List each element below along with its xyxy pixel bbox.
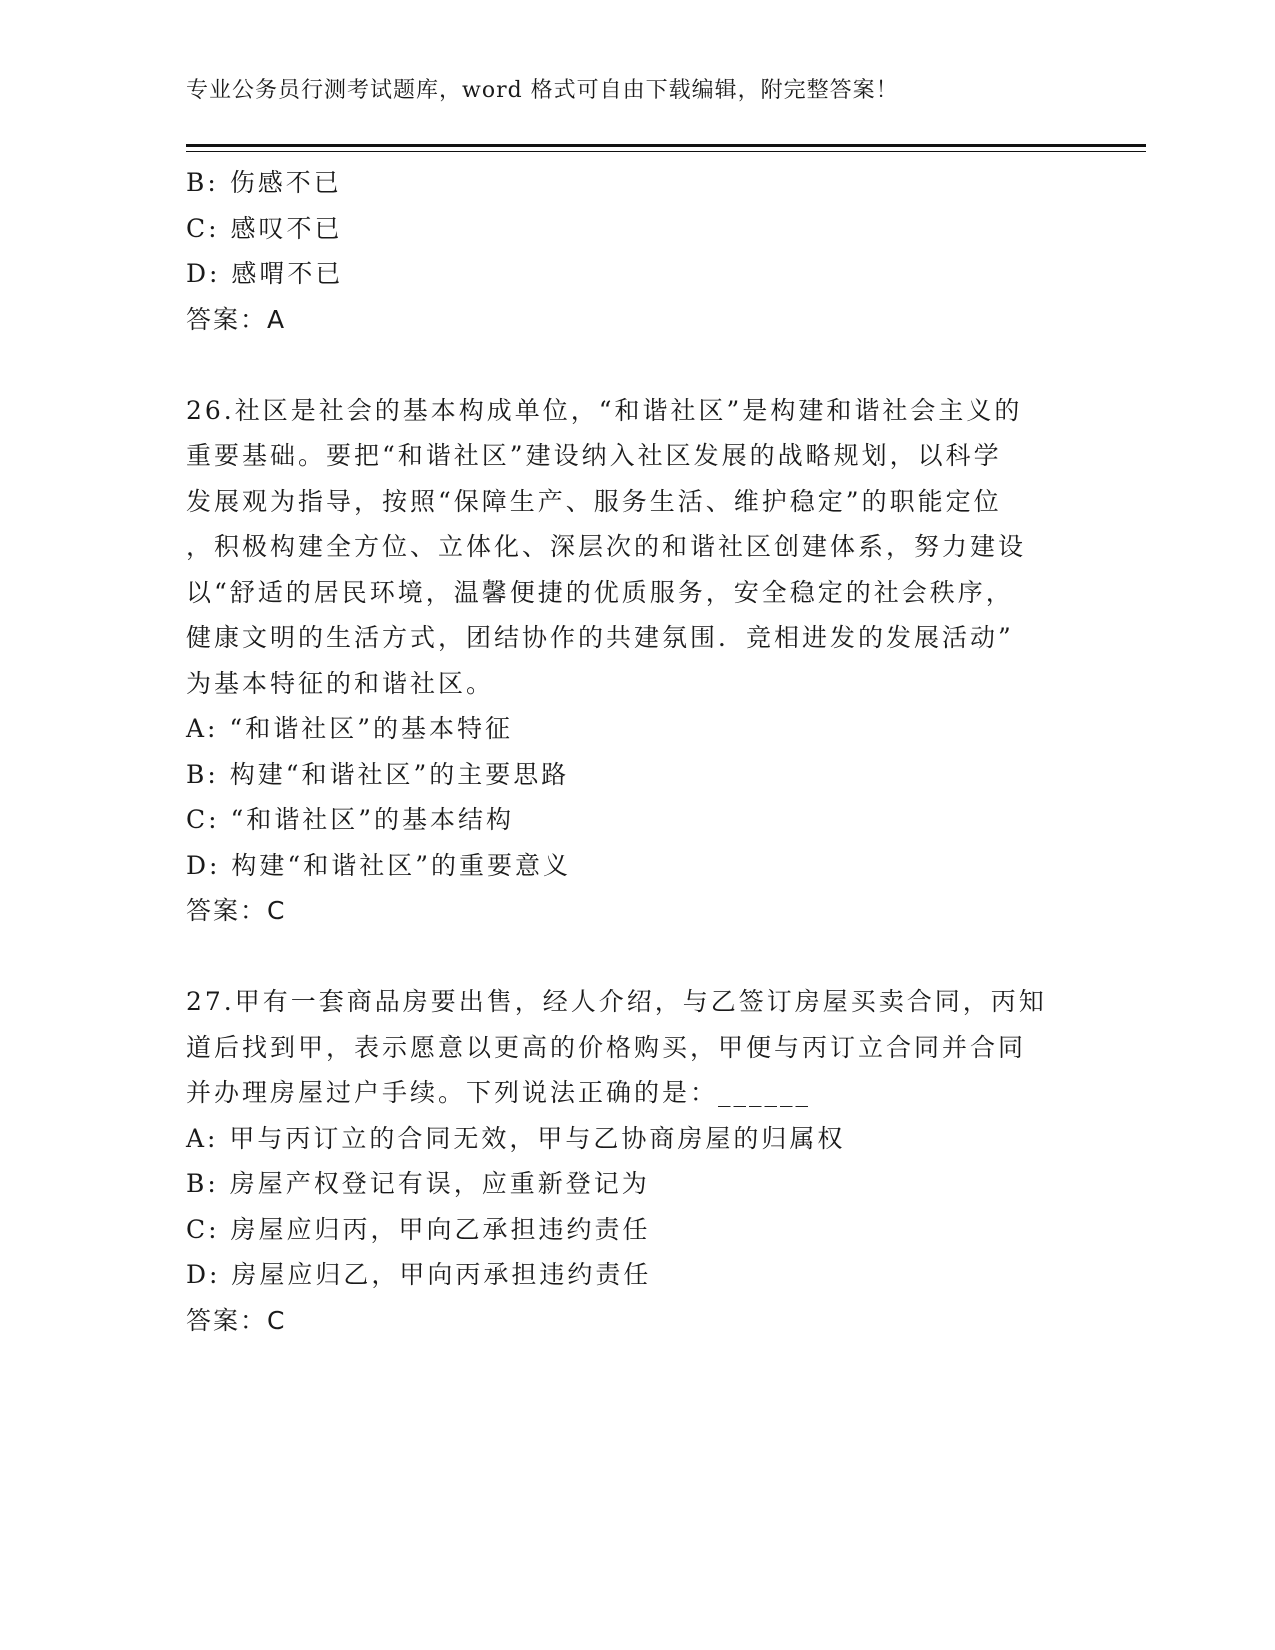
option-b: B: 房屋产权登记有误，应重新登记为 [186, 1169, 650, 1198]
option-c: C: 感叹不已 [186, 213, 343, 243]
question-stem-line: 27.甲有一套商品房要出售，经人介绍，与乙签订房屋买卖合同，丙知 [186, 987, 1047, 1016]
question-stem-line: 健康文明的生活方式，团结协作的共建氛围．竞相进发的发展活动” [186, 623, 1014, 652]
option-c: C: “和谐社区”的基本结构 [186, 805, 515, 834]
prev-question-block [186, 160, 1086, 342]
question-stem-line: 道后找到甲，表示愿意以更高的价格购买，甲便与丙订立合同并合同 [186, 1032, 1027, 1062]
question-stem-line: 发展观为指导，按照“保障生产、服务生活、维护稳定”的职能定位 [186, 486, 1002, 516]
header-rule-thick [186, 144, 1146, 147]
option-a: A: 甲与丙订立的合同无效，甲与乙协商房屋的归属权 [186, 1123, 846, 1153]
question-stem-line: ，积极构建全方位、立体化、深层次的和谐社区创建体系，努力建设 [186, 532, 1027, 561]
question-stem-line: 重要基础。要把“和谐社区”建设纳入社区发展的战略规划，以科学 [186, 441, 1002, 470]
option-d: D: 感喟不已 [186, 259, 344, 288]
question-stem-line: 26.社区是社会的基本构成单位，“和谐社区”是构建和谐社会主义的 [186, 395, 1023, 425]
option-d: D: 构建“和谐社区”的重要意义 [186, 850, 571, 880]
question-content [186, 160, 1086, 1343]
answer-line: 答案：A [186, 304, 287, 334]
header-rule-thin [186, 151, 1146, 152]
question-26-block [186, 388, 1086, 934]
question-stem-line: 为基本特征的和谐社区。 [186, 668, 495, 698]
answer-line: 答案：C [186, 896, 287, 925]
option-b: B: 伤感不已 [186, 168, 342, 197]
answer-line: 答案：C [186, 1305, 287, 1335]
spacer [186, 934, 1086, 980]
spacer [186, 342, 1086, 388]
option-d: D: 房屋应归乙，甲向丙承担违约责任 [186, 1260, 652, 1289]
question-stem-line: 以“舒适的居民环境，温馨便捷的优质服务，安全稳定的社会秩序， [186, 577, 1014, 607]
question-27-block [186, 979, 1086, 1343]
question-stem-line: 并办理房屋过户手续。下列说法正确的是：______ [186, 1078, 812, 1107]
page-header: 专业公务员行测考试题库，word 格式可自由下载编辑，附完整答案！ [186, 78, 899, 103]
option-b: B: 构建“和谐社区”的主要思路 [186, 759, 570, 789]
option-c: C: 房屋应归丙，甲向乙承担违约责任 [186, 1214, 651, 1244]
option-a: A: “和谐社区”的基本特征 [186, 714, 513, 743]
